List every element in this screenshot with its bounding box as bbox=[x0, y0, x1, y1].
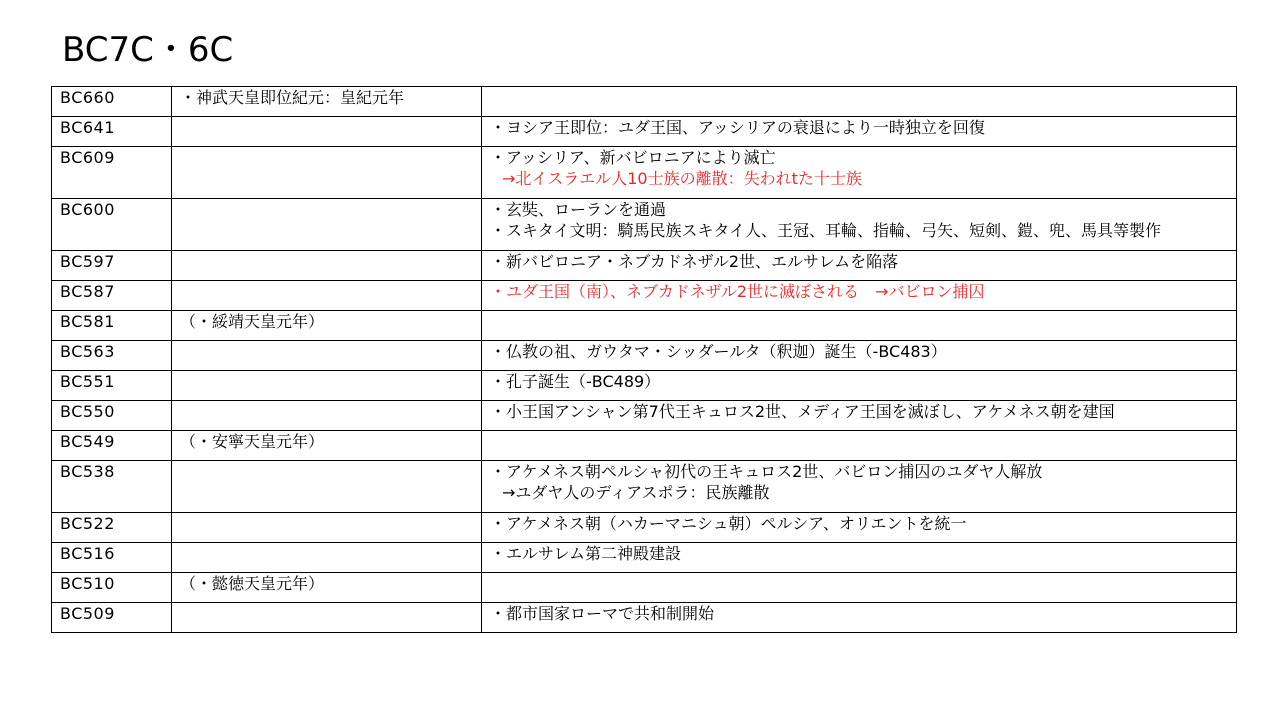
event-line: ・新バビロニア・ネブカドネザル2世、エルサレムを陥落 bbox=[490, 252, 899, 271]
table-row bbox=[52, 251, 1237, 281]
table-row bbox=[52, 573, 1237, 603]
year-cell: BC522 bbox=[52, 513, 172, 543]
table-row bbox=[52, 117, 1237, 147]
event-line: ・アケメネス朝（ハカーマニシュ朝）ペルシア、オリエントを統一 bbox=[490, 514, 967, 533]
year-cell: BC587 bbox=[52, 281, 172, 311]
japan-event-cell: （・綏靖天皇元年） bbox=[172, 311, 482, 341]
world-event-cell bbox=[482, 341, 1237, 371]
japan-event-cell bbox=[172, 401, 482, 431]
world-event-cell bbox=[482, 281, 1237, 311]
event-line: ・アッシリア、新バビロニアにより滅亡 bbox=[490, 148, 776, 167]
world-event-cell bbox=[482, 147, 1237, 199]
event-line: ・都市国家ローマで共和制開始 bbox=[490, 604, 715, 623]
year-cell: BC551 bbox=[52, 371, 172, 401]
year-cell: BC597 bbox=[52, 251, 172, 281]
event-line: ・アケメネス朝ペルシャ初代の王キュロス2世、バビロン捕囚のユダヤ人解放 bbox=[490, 462, 1043, 481]
japan-event-cell bbox=[172, 199, 482, 251]
world-event-cell bbox=[482, 573, 1237, 603]
world-event-cell bbox=[482, 401, 1237, 431]
world-event-cell bbox=[482, 513, 1237, 543]
japan-event-cell bbox=[172, 371, 482, 401]
year-cell: BC581 bbox=[52, 311, 172, 341]
event-line-highlight: →北イスラエル人10士族の離散：失われtた十士族 bbox=[502, 169, 862, 188]
world-event-cell bbox=[482, 461, 1237, 513]
year-cell: BC660 bbox=[52, 87, 172, 117]
table-row bbox=[52, 199, 1237, 251]
year-cell: BC600 bbox=[52, 199, 172, 251]
world-event-cell bbox=[482, 311, 1237, 341]
year-cell: BC563 bbox=[52, 341, 172, 371]
world-event-cell bbox=[482, 371, 1237, 401]
table-row bbox=[52, 543, 1237, 573]
table-row bbox=[52, 603, 1237, 633]
event-line: ・玄奘、ローランを通過 bbox=[490, 200, 667, 219]
table-row bbox=[52, 311, 1237, 341]
japan-event-cell: ・神武天皇即位紀元：皇紀元年 bbox=[172, 87, 482, 117]
japan-event-cell bbox=[172, 251, 482, 281]
year-cell: BC516 bbox=[52, 543, 172, 573]
japan-event-cell: （・安寧天皇元年） bbox=[172, 431, 482, 461]
table-row bbox=[52, 87, 1237, 117]
table-row bbox=[52, 431, 1237, 461]
world-event-cell bbox=[482, 603, 1237, 633]
table-row bbox=[52, 281, 1237, 311]
world-event-cell bbox=[482, 199, 1237, 251]
year-cell: BC641 bbox=[52, 117, 172, 147]
year-cell: BC509 bbox=[52, 603, 172, 633]
japan-event-cell bbox=[172, 281, 482, 311]
table-row bbox=[52, 371, 1237, 401]
world-event-cell bbox=[482, 543, 1237, 573]
year-cell: BC549 bbox=[52, 431, 172, 461]
japan-event-cell bbox=[172, 147, 482, 199]
year-cell: BC550 bbox=[52, 401, 172, 431]
table-row bbox=[52, 461, 1237, 513]
slide-title: BC7C・6C bbox=[62, 30, 234, 70]
table-row bbox=[52, 401, 1237, 431]
timeline-table bbox=[51, 86, 1237, 633]
table-row bbox=[52, 341, 1237, 371]
japan-event-cell bbox=[172, 603, 482, 633]
event-line-highlight: ・ユダ王国（南）、ネブカドネザル2世に滅ぼされる →バビロン捕囚 bbox=[490, 282, 985, 301]
event-line: ・仏教の祖、ガウタマ・シッダールタ（釈迦）誕生（-BC483） bbox=[490, 342, 947, 361]
world-event-cell bbox=[482, 117, 1237, 147]
event-line: ・スキタイ文明：騎馬民族スキタイ人、王冠、耳輪、指輪、弓矢、短剣、鎧、兜、馬具等製作 bbox=[490, 221, 1162, 240]
year-cell: BC609 bbox=[52, 147, 172, 199]
world-event-cell bbox=[482, 431, 1237, 461]
event-line: →ユダヤ人のディアスポラ：民族離散 bbox=[502, 483, 770, 502]
event-line: ・エルサレム第二神殿建設 bbox=[490, 544, 682, 563]
world-event-cell bbox=[482, 87, 1237, 117]
year-cell: BC538 bbox=[52, 461, 172, 513]
event-line: ・小王国アンシャン第7代王キュロス2世、メディア王国を滅ぼし、アケメネス朝を建国 bbox=[490, 402, 1115, 421]
table-row bbox=[52, 147, 1237, 199]
japan-event-cell bbox=[172, 341, 482, 371]
japan-event-cell bbox=[172, 461, 482, 513]
table-row bbox=[52, 513, 1237, 543]
year-cell: BC510 bbox=[52, 573, 172, 603]
world-event-cell bbox=[482, 251, 1237, 281]
japan-event-cell bbox=[172, 543, 482, 573]
japan-event-cell bbox=[172, 513, 482, 543]
japan-event-cell bbox=[172, 117, 482, 147]
event-line: ・ヨシア王即位：ユダ王国、アッシリアの衰退により一時独立を回復 bbox=[490, 118, 985, 137]
event-line: ・孔子誕生（-BC489） bbox=[490, 372, 661, 391]
japan-event-cell: （・懿徳天皇元年） bbox=[172, 573, 482, 603]
